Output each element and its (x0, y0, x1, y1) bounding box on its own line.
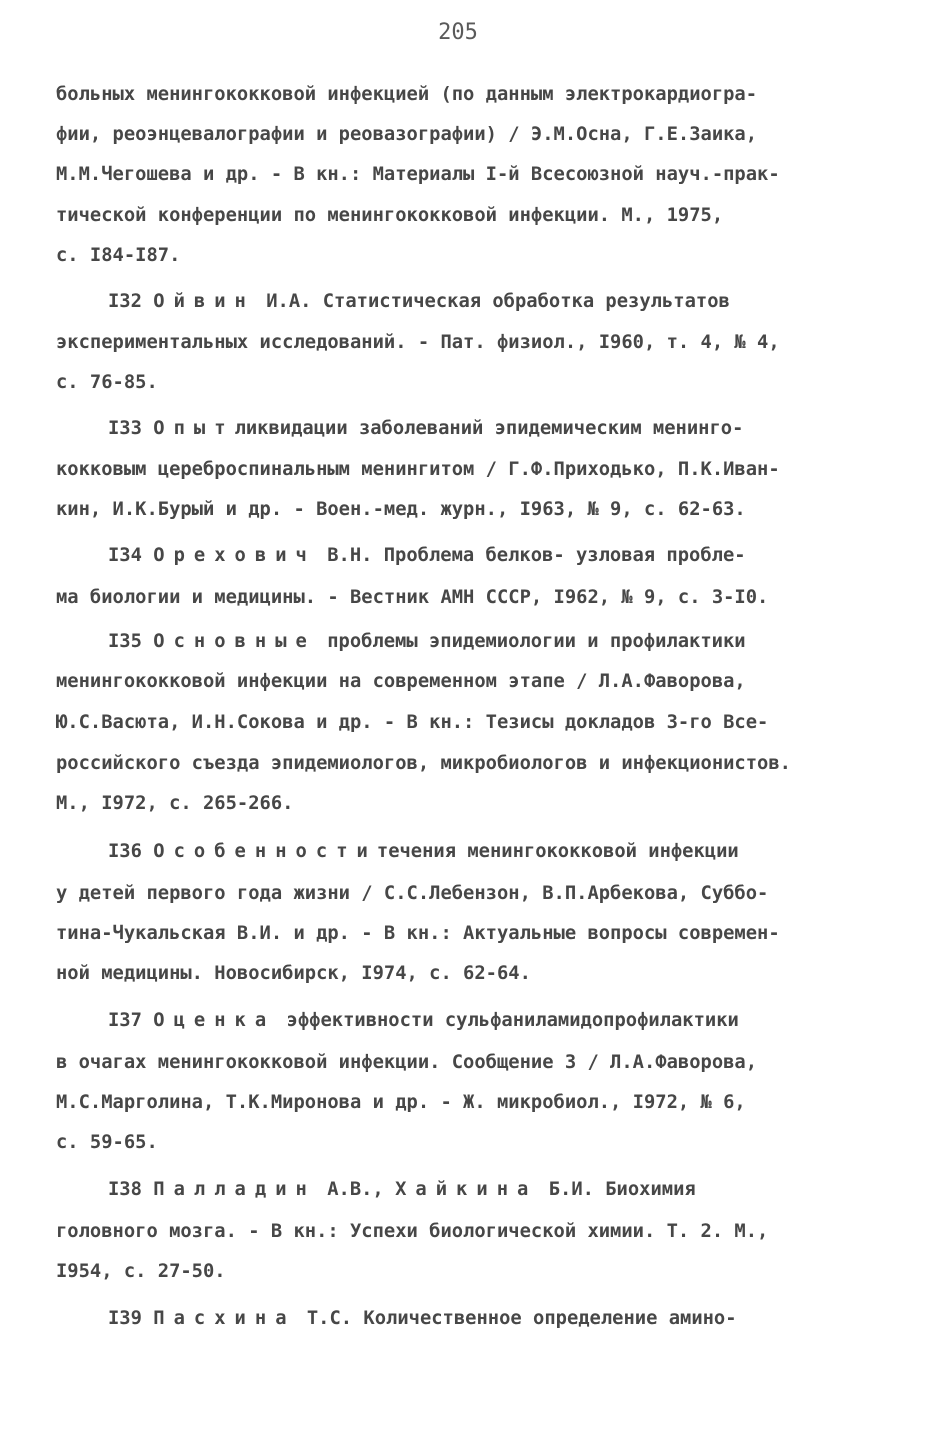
entry-text: ликвидации заболеваний эпидемическим менинго- (234, 418, 744, 439)
text-line: тина-Чукальская В.И. и др. - В кн.: Актуальные вопросы современ- (56, 923, 780, 944)
entry-author: Пасхина (153, 1308, 296, 1329)
text-line: кокковым цереброспинальным менингитом / Г.Ф.Приходько, П.К.Иван- (56, 459, 780, 480)
text-line: экспериментальных исследований. - Пат. физиол., I960, т. 4, № 4, (56, 332, 780, 353)
entry-number: I34 (108, 545, 142, 566)
bib-entry-136-first-line (108, 843, 739, 862)
bib-entry-137-first-line (108, 1012, 739, 1031)
entry-number: I35 (108, 631, 142, 652)
entry-title-lead: Оценка (153, 1010, 276, 1031)
text-line: больных менингококковой инфекцией (по данным электрокардиогра- (56, 84, 758, 105)
entry-author: Орехович (153, 545, 316, 566)
text-line: фии, реоэнцевалографии и реовазографии) / Э.М.Осна, Г.Е.Заика, (56, 124, 758, 145)
entry-number: I33 (108, 418, 142, 439)
entry-text: И.А. Статистическая обработка результатов (266, 291, 730, 312)
entry-author: Палладин (153, 1179, 316, 1200)
entry-title-lead: Особенности (153, 841, 377, 862)
entry-text: В.Н. Проблема белков- узловая пробле- (327, 545, 746, 566)
entry-number: I32 (108, 291, 142, 312)
text-line: кин, И.К.Бурый и др. - Воен.-мед. журн., I963, № 9, с. 62-63. (56, 499, 746, 520)
text-line: ма биологии и медицины. - Вестник АМН СССР, I962, № 9, с. 3-I0. (56, 587, 769, 608)
entry-text: течения менингококковой инфекции (376, 841, 739, 862)
text-line: российского съезда эпидемиологов, микробиологов и инфекционистов. (56, 753, 791, 774)
entry-number: I38 (108, 1179, 142, 1200)
entry-number: I39 (108, 1308, 142, 1329)
text-line: в очагах менингококковой инфекции. Сообщение 3 / Л.А.Фаворова, (56, 1052, 758, 1073)
entry-text: Т.С. Количественное определение амино- (306, 1308, 737, 1329)
text-line: у детей первого года жизни / С.С.Лебензон, В.П.Арбекова, Суббо- (56, 883, 769, 904)
entry-text: А.В., (327, 1179, 384, 1200)
entry-number: I36 (108, 841, 142, 862)
text-line: Ю.С.Васюта, И.Н.Сокова и др. - В кн.: Тезисы докладов 3-го Все- (56, 712, 769, 733)
entry-title-lead: Опыт (153, 418, 235, 439)
entry-text: проблемы эпидемиологии и профилактики (327, 631, 746, 652)
text-line: М.С.Марголина, Т.К.Миронова и др. - Ж. микробиол., I972, № 6, (56, 1092, 746, 1113)
text-line: М., I972, с. 265-266. (56, 793, 294, 814)
bib-entry-139-first-line (108, 1310, 737, 1329)
text-line: М.М.Чегошева и др. - В кн.: Материалы I-й Всесоюзной науч.-прак- (56, 164, 780, 185)
bib-entry-138-first-line (108, 1181, 696, 1200)
text-line: головного мозга. - В кн.: Успехи биологической химии. Т. 2. М., (56, 1221, 769, 1242)
entry-number: I37 (108, 1010, 142, 1031)
text-line: ной медицины. Новосибирск, I974, с. 62-64. (56, 963, 531, 984)
text-line: с. I84-I87. (56, 245, 181, 266)
bib-entry-135-first-line (108, 633, 746, 652)
bib-entry-133-first-line (108, 420, 743, 439)
text-line: I954, с. 27-50. (56, 1261, 226, 1282)
entry-text: эффективности сульфаниламидопрофилактики (286, 1010, 739, 1031)
text-line: с. 59-65. (56, 1132, 158, 1153)
text-line: менингококковой инфекции на современном этапе / Л.А.Фаворова, (56, 671, 746, 692)
entry-coauthor: Хайкина (395, 1179, 538, 1200)
bib-entry-134-first-line (108, 547, 746, 566)
bib-entry-132-first-line (108, 293, 730, 312)
entry-text: Б.И. Биохимия (548, 1179, 696, 1200)
entry-author: Ойвин (153, 291, 255, 312)
entry-title-lead: Основные (153, 631, 316, 652)
text-line: тической конференции по менингококковой инфекции. М., 1975, (56, 205, 724, 226)
text-line: с. 76-85. (56, 372, 158, 393)
page-number: 205 (438, 20, 478, 45)
